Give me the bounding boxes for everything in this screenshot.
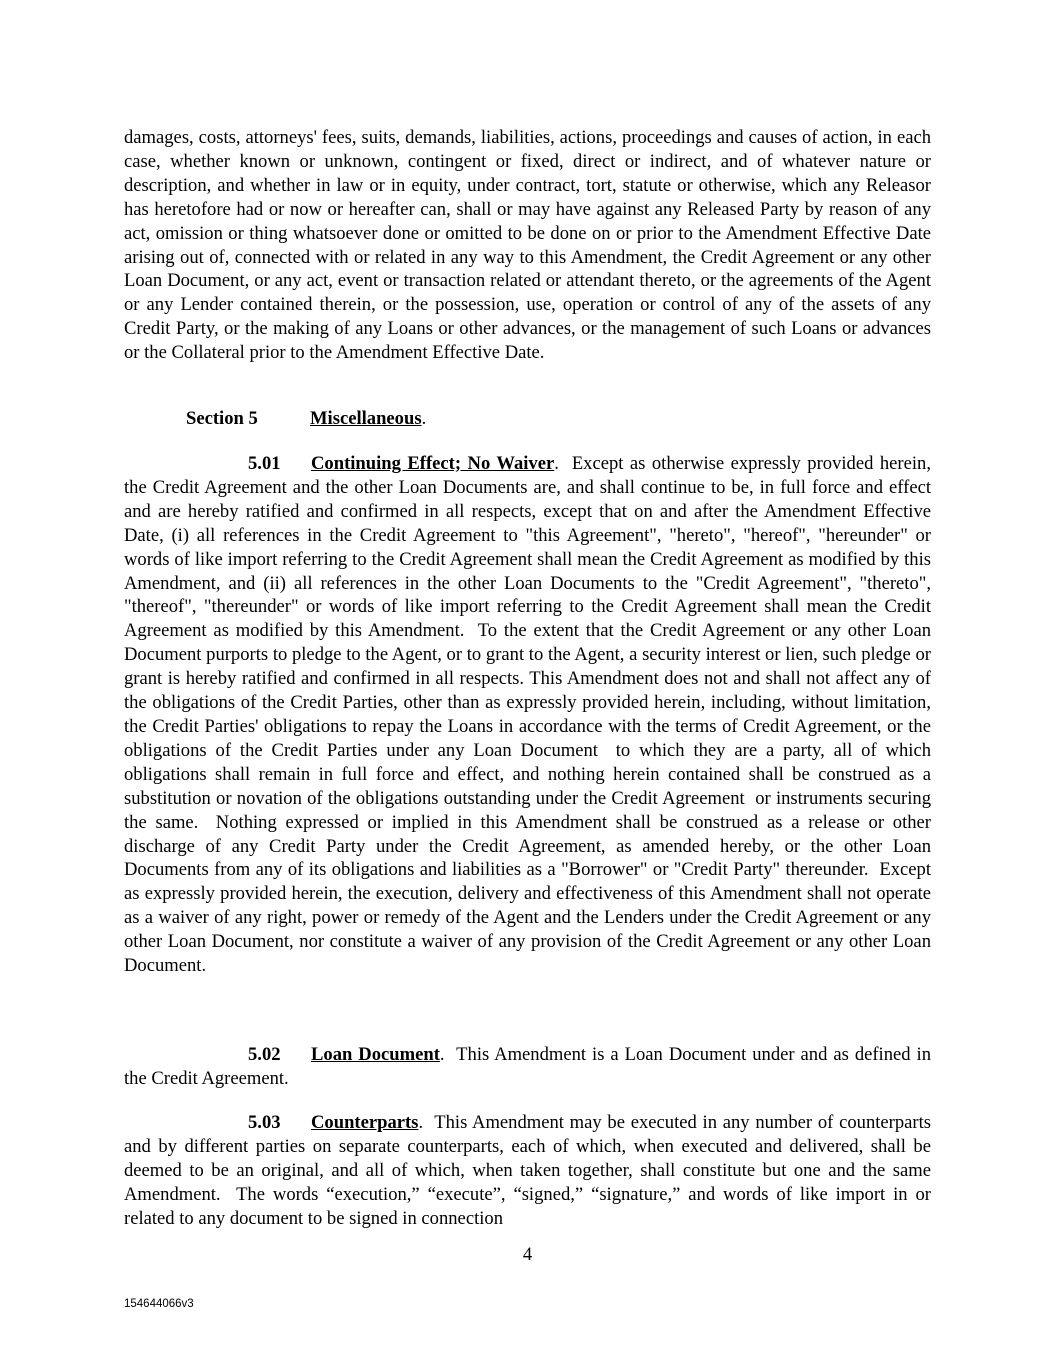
section-title: Miscellaneous bbox=[310, 408, 422, 429]
subsection-5-01 bbox=[124, 452, 936, 978]
subsection-5-02 bbox=[124, 1043, 936, 1091]
subsection-heading-punct: . bbox=[418, 1112, 424, 1133]
subsection-paragraph bbox=[124, 452, 936, 978]
document-id: 154644066v3 bbox=[124, 1298, 194, 1310]
section-label: Section 5 bbox=[186, 408, 258, 429]
subsection-heading: Counterparts bbox=[311, 1112, 419, 1133]
subsection-text: This Amendment is a Loan Document under and as defined in the Credit Agreement. bbox=[124, 1044, 936, 1089]
section-title-punct: . bbox=[421, 408, 427, 429]
subsection-text: This Amendment may be executed in any number of counterparts and by different parties on separate counterparts, each of which, when executed and delivered, shall be deemed to be an original, and all of which, when taken together, shall constitute but one and the same Amendment. The words “execution,” “execute”, “signed,” “signature,” and words of like import in or related to any document to be signed in connection bbox=[124, 1112, 936, 1229]
subsection-text: Except as otherwise expressly provided herein, the Credit Agreement and the other Loan Documents are, and shall continue to be, in full force and effect and are hereby ratified and confirmed in all respects, except that on and after the Amendment Effective Date, (i) all references in the Credit Agreement to "this Agreement", "hereto", "hereof", "hereunder" or words of like import referring to the Credit Agreement shall mean the Credit Agreement as modified by this Amendment, and (ii) all references in the other Loan Documents to the "Credit Agreement", "thereto", "thereof", "thereunder" or words of like import referring to the Credit Agreement shall mean the Credit Agreement as modified by this Amendment. To the extent that the Credit Agreement or any other Loan Document purports to pledge to the Agent, or to grant to the Agent, a security interest or lien, such pledge or grant is hereby ratified and confirmed in all respects. This Amendment does not and shall not affect any of the obligations of the Credit Parties, other than as expressly provided herein, including, without limitation, the Credit Parties' obligations to repay the Loans in accordance with the terms of Credit Agreement, or the obligations of the Credit Parties under any Loan Document to which they are a party, all of which obligations shall remain in full force and effect, and nothing herein contained shall be construed as a substitution or novation of the obligations outstanding under the Credit Agreement or instruments securing the same. Nothing expressed or implied in this Amendment shall be construed as a release or other discharge of any Credit Party under the Credit Agreement, as amended hereby, or the other Loan Documents from any of its obligations and liabilities as a "Borrower" or "Credit Party" thereunder. Except as expressly provided herein, the execution, delivery and effectiveness of this Amendment shall not operate as a waiver of any right, power or remedy of the Agent and the Lenders under the Credit Agreement or any other Loan Document, nor constitute a waiver of any provision of the Credit Agreement or any other Loan Document. bbox=[124, 453, 936, 977]
subsection-5-03 bbox=[124, 1111, 936, 1231]
subsection-heading: Continuing Effect; No Waiver bbox=[311, 453, 555, 474]
subsection-heading: Loan Document bbox=[311, 1044, 440, 1065]
subsection-number: 5.03 bbox=[248, 1112, 281, 1133]
page-number: 4 bbox=[522, 1244, 533, 1265]
continued-paragraph: damages, costs, attorneys' fees, suits, demands, liabilities, actions, proceedings and causes of action, in each case, whether known or unknown, contingent or fixed, direct or indirect, and of whatever nature or description, and whether in law or in equity, under contract, tort, statute or otherwise, which any Releasor has heretofore had or now or hereafter can, shall or may have against any Released Party by reason of any act, omission or thing whatsoever done or omitted to be done on or prior to the Amendment Effective Date arising out of, connected with or related in any way to this Amendment, the Credit Agreement or any other Loan Document, or any act, event or transaction related or attendant thereto, or the agreements of the Agent or any Lender contained therein, or the possession, use, operation or control of any of the assets of any Credit Party, or the making of any Loans or other advances, or the management of such Loans or advances or the Collateral prior to the Amendment Effective Date. bbox=[124, 127, 931, 364]
subsection-paragraph bbox=[124, 1111, 936, 1231]
section-heading-block bbox=[124, 407, 931, 431]
continued-paragraph-block bbox=[124, 126, 931, 365]
subsection-heading-punct: . bbox=[554, 453, 559, 474]
subsection-number: 5.02 bbox=[248, 1044, 281, 1065]
subsection-number: 5.01 bbox=[248, 453, 281, 474]
subsection-paragraph bbox=[124, 1043, 936, 1091]
subsection-heading-punct: . bbox=[439, 1044, 445, 1065]
section-heading bbox=[124, 407, 931, 431]
